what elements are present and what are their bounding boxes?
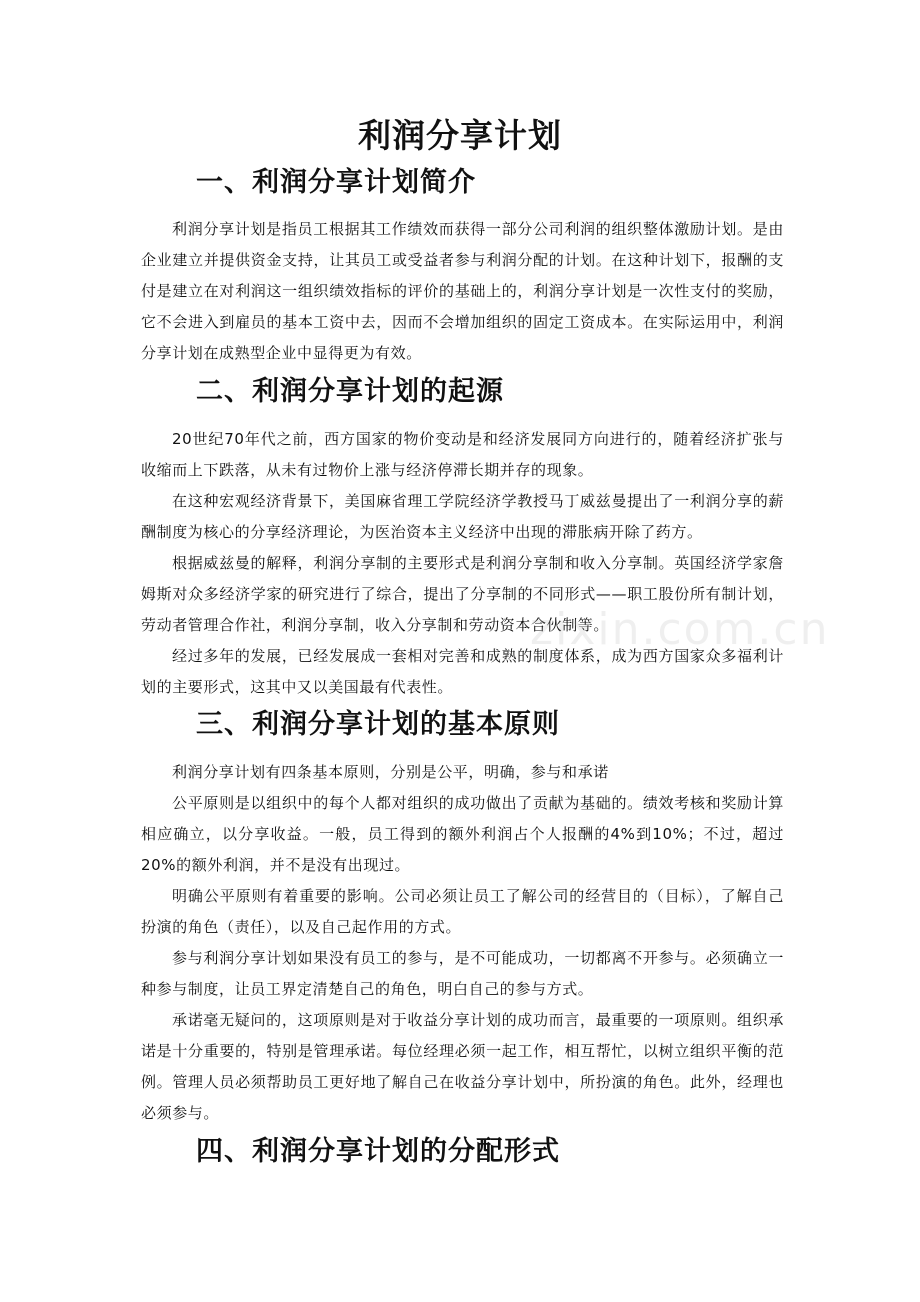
paragraph: 根据威兹曼的解释，利润分享制的主要形式是利润分享制和收入分享制。英国经济学家詹姆斯对众多经济学家的研究进行了综合，提出了分享制的不同形式——职工股份所有制计划，劳动者管理合作社，利润分享制，收入分享制和劳动资本合伙制等。 bbox=[141, 554, 784, 634]
paragraph: 承诺毫无疑问的，这项原则是对于收益分享计划的成功而言，最重要的一项原则。组织承诺是十分重要的，特别是管理承诺。每位经理必须一起工作，相互帮忙，以树立组织平衡的范例。管理人员必须帮助员工更好地了解自己在收益分享计划中，所扮演的角色。此外，经理也必须参与。 bbox=[141, 1011, 784, 1122]
paragraph: 20世纪70年代之前，西方国家的物价变动是和经济发展同方向进行的，随着经济扩张与收缩而上下跌落，从未有过物价上涨与经济停滞长期并存的现象。 bbox=[141, 430, 784, 479]
document-title: 利润分享计划 bbox=[358, 116, 562, 155]
section-heading-origin: 二、利润分享计划的起源 bbox=[196, 376, 504, 407]
paragraph: 参与利润分享计划如果没有员工的参与，是不可能成功，一切都离不开参与。必须确立一种参与制度，让员工界定清楚自己的角色，明白自己的参与方式。 bbox=[141, 949, 784, 998]
paragraph: 利润分享计划是指员工根据其工作绩效而获得一部分公司利润的组织整体激励计划。是由企业建立并提供资金支持，让其员工或受益者参与利润分配的计划。在这种计划下，报酬的支付是建立在对利润这一组织绩效指标的评价的基础上的，利润分享计划是一次性支付的奖励，它不会进入到雇员的基本工资中去，因而不会增加组织的固定工资成本。在实际运用中，利润分享计划在成熟型企业中显得更为有效。 bbox=[141, 220, 784, 362]
section-heading-intro: 一、利润分享计划简介 bbox=[196, 167, 476, 198]
section-heading-principles: 三、利润分享计划的基本原则 bbox=[196, 709, 560, 740]
paragraph: 经过多年的发展，已经发展成一套相对完善和成熟的制度体系，成为西方国家众多福利计划的主要形式，这其中又以美国最有代表性。 bbox=[141, 647, 784, 696]
paragraph: 利润分享计划有四条基本原则，分别是公平，明确，参与和承诺 bbox=[172, 763, 609, 781]
watermark: zixin.com.cn bbox=[530, 604, 830, 655]
paragraph: 公平原则是以组织中的每个人都对组织的成功做出了贡献为基础的。绩效考核和奖励计算相应确立，以分享收益。一般，员工得到的额外利润占个人报酬的4%到10%；不过，超过20%的额外利润，并不是没有出现过。 bbox=[141, 794, 784, 874]
paragraph: 明确公平原则有着重要的影响。公司必须让员工了解公司的经营目的（目标），了解自己扮演的角色（责任），以及自己起作用的方式。 bbox=[141, 887, 784, 936]
paragraph: 在这种宏观经济背景下，美国麻省理工学院经济学教授马丁威兹曼提出了一利润分享的薪酬制度为核心的分享经济理论，为医治资本主义经济中出现的滞胀病开除了药方。 bbox=[141, 492, 784, 541]
section-heading-distribution: 四、利润分享计划的分配形式 bbox=[196, 1136, 560, 1167]
